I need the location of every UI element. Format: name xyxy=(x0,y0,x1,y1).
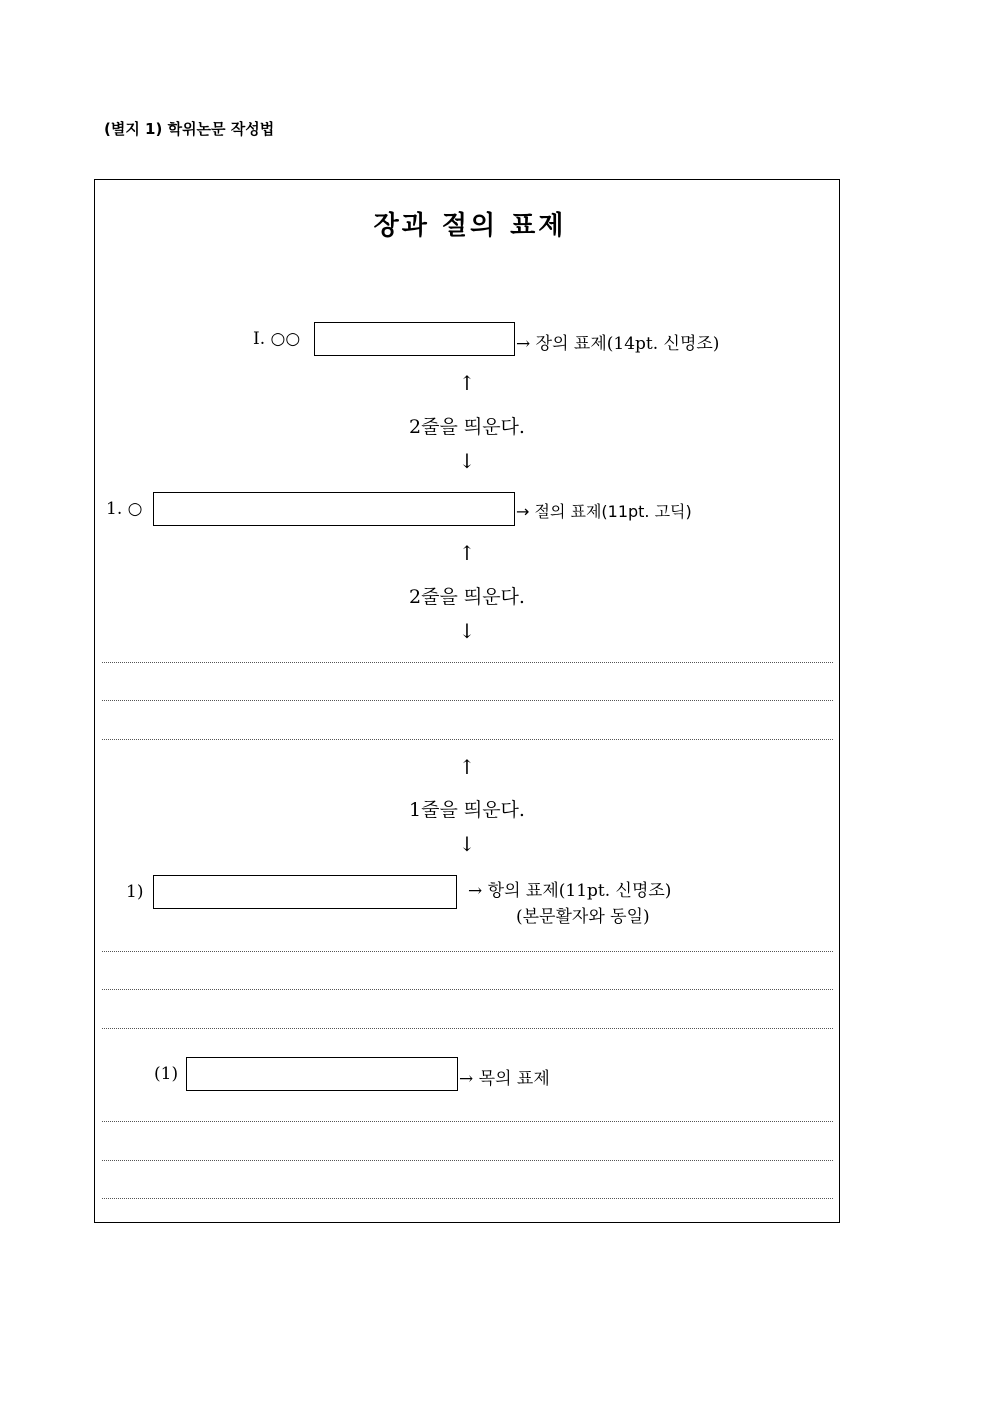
chapter-note: → 장의 표제(14pt. 신명조) xyxy=(516,334,720,354)
down-arrow: ↓ xyxy=(458,619,476,643)
text-line xyxy=(102,662,833,663)
item-note: → 항의 표제(11pt. 신명조) xyxy=(468,881,672,901)
subitem-label: (1) xyxy=(154,1064,179,1084)
section-label: 1. ○ xyxy=(106,499,143,519)
chapter-title-box xyxy=(314,322,515,356)
text-line xyxy=(102,951,833,952)
up-arrow: ↑ xyxy=(458,755,476,779)
gap-two-lines-2: 2줄을 띄운다. xyxy=(409,586,525,608)
subitem-note: → 목의 표제 xyxy=(459,1069,550,1089)
text-line xyxy=(102,989,833,990)
item-label: 1) xyxy=(126,882,144,902)
section-title-box xyxy=(153,492,515,526)
text-line xyxy=(102,739,833,740)
gap-two-lines-1: 2줄을 띄운다. xyxy=(409,416,525,438)
page-title: 장과 절의 표제 xyxy=(373,211,567,241)
chapter-label: Ⅰ. ○○ xyxy=(253,329,301,349)
gap-one-line: 1줄을 띄운다. xyxy=(409,799,525,821)
document-header: (별지 1) 학위논문 작성법 xyxy=(104,120,275,138)
text-line xyxy=(102,1028,833,1029)
down-arrow: ↓ xyxy=(458,449,476,473)
text-line xyxy=(102,1160,833,1161)
item-title-box xyxy=(153,875,457,909)
text-line xyxy=(102,700,833,701)
text-line xyxy=(102,1198,833,1199)
section-note: → 절의 표제(11pt. 고딕) xyxy=(516,502,692,521)
up-arrow: ↑ xyxy=(458,371,476,395)
down-arrow: ↓ xyxy=(458,832,476,856)
item-note-sub: (본문활자와 동일) xyxy=(516,907,650,927)
text-line xyxy=(102,1121,833,1122)
up-arrow: ↑ xyxy=(458,541,476,565)
subitem-title-box xyxy=(186,1057,458,1091)
